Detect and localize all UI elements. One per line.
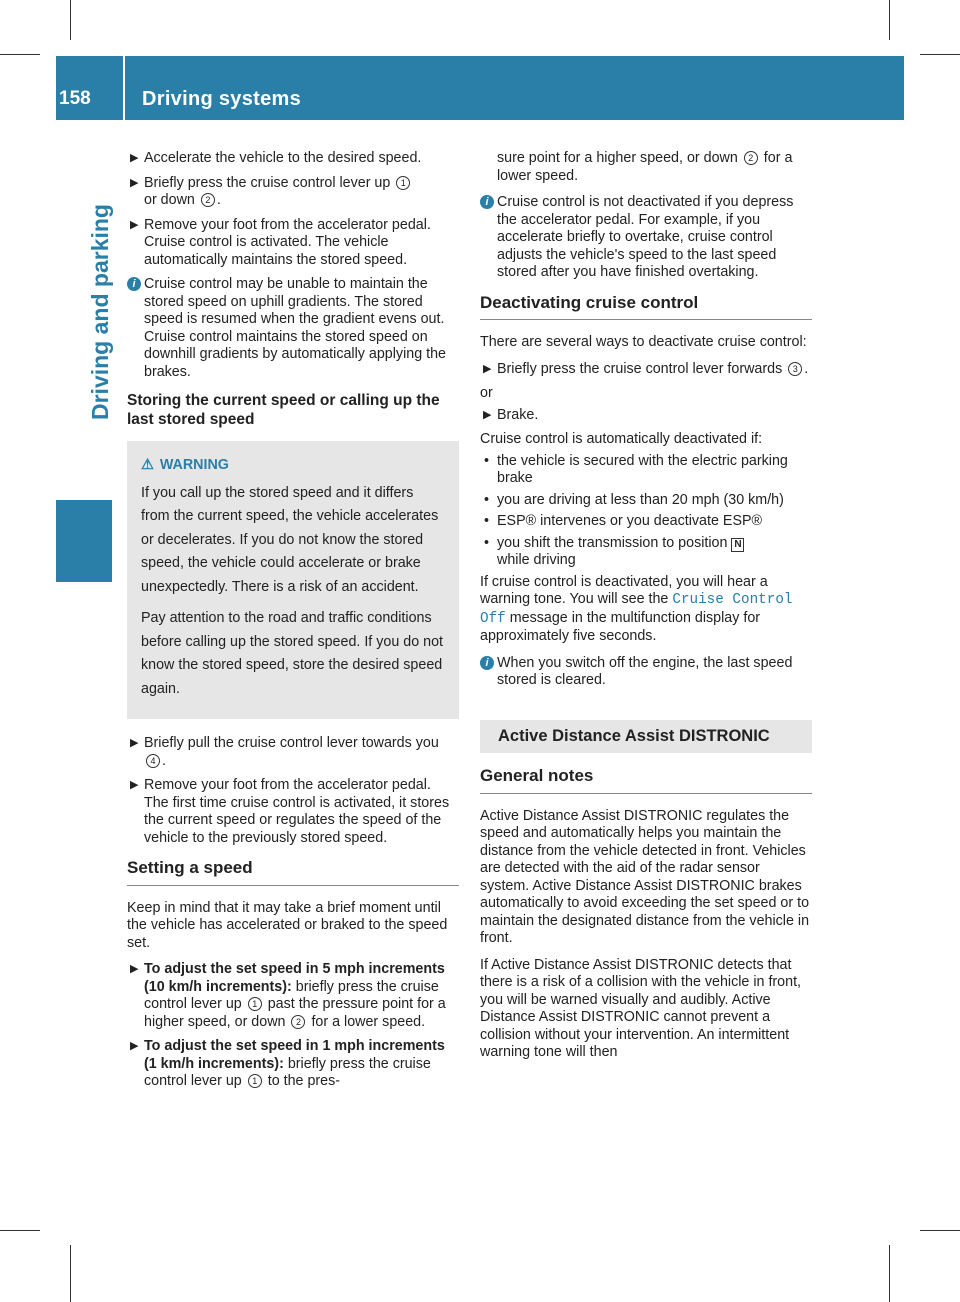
info-icon: i <box>480 195 494 209</box>
warning-triangle-icon: ⚠ <box>141 457 154 473</box>
paragraph: If cruise control is deactivated, you will hear a warning tone. You will see the Cruise Control Off message in the multifunction display for approximately five seconds. <box>480 573 793 644</box>
arrow-right-icon: ▶ <box>130 176 139 189</box>
arrow-right-icon: ▶ <box>130 963 139 975</box>
section-heading: General notes <box>480 767 812 794</box>
ref-2: 2 <box>744 151 758 165</box>
arrow-right-icon: ▶ <box>130 779 139 791</box>
page-title: Driving systems <box>142 88 302 110</box>
section-title-box: Active Distance Assist DISTRONIC <box>480 720 812 754</box>
step: ▶ Briefly pull the cruise control lever towards you 4 . <box>130 735 439 769</box>
paragraph: Active Distance Assist DISTRONIC regulates the speed and automatically helps you maintain the distance from the vehicle detected in front. Vehicles are detected with the aid of the radar sensor system. Active Distance Assist DISTRONIC brakes automatically to avoid exceeding the set speed or to maintain the designated distance from the vehicle in front. <box>480 807 810 946</box>
arrow-right-icon: ▶ <box>483 408 492 421</box>
paragraph: If Active Distance Assist DISTRONIC detects that there is a risk of a collision with the vehicle in front, you will be warned visually and audibly. Active Distance Assist DISTRONIC cannot prevent a collision without your intervention. An intermittent warning tone will then <box>480 956 802 1060</box>
side-tab-label: Driving and parking <box>87 204 113 420</box>
warning-title: ⚠ WARNING <box>141 454 445 478</box>
list-item: • you are driving at less than 20 mph (30 km/h) <box>484 491 784 508</box>
step: ▶ Remove your foot from the accelerator pedal. Cruise control is activated. The vehicle automatically maintains the stored speed. <box>130 216 431 268</box>
crop-mark <box>889 1245 890 1302</box>
step: ▶ Remove your foot from the accelerator pedal. The first time cruise control is activated, it stores the current speed or regulates the speed of the vehicle to the previously stored speed. <box>130 777 450 846</box>
ref-4: 4 <box>146 754 160 768</box>
step: ▶ Briefly press the cruise control lever forwards 3 . <box>483 360 809 377</box>
crop-mark <box>0 54 40 55</box>
section-heading: Deactivating cruise control <box>480 294 812 321</box>
paragraph: sure point for a higher speed, or down 2 for a lower speed. <box>497 150 793 184</box>
info-note: i Cruise control may be unable to maintain the stored speed on uphill gradients. The stored speed is resumed when the gradient evens out. Cruise control maintains the stored speed on downhill gradients by automatically applying the brakes. <box>127 276 459 381</box>
step: ▶ To adjust the set speed in 5 mph increments (10 km/h increments): briefly press the cruise control lever up 1 past the pressure point for a higher speed, or down 2 for a lower speed. <box>130 961 446 1030</box>
ref-2: 2 <box>201 193 215 207</box>
ref-2: 2 <box>291 1015 305 1029</box>
crop-mark <box>889 0 890 40</box>
warning-text: Pay attention to the road and traffic conditions before calling up the stored speed. If you do not know the stored speed, store the desired speed again. <box>141 610 444 697</box>
arrow-right-icon: ▶ <box>483 362 492 375</box>
crop-mark <box>920 1230 960 1231</box>
arrow-right-icon: ▶ <box>130 218 139 231</box>
header-divider <box>123 56 125 120</box>
crop-mark <box>920 54 960 55</box>
warning-box <box>127 441 459 719</box>
page-number: 158 <box>59 88 91 109</box>
gear-n-symbol: N <box>731 538 744 552</box>
ref-1: 1 <box>248 1074 262 1088</box>
ref-1: 1 <box>248 997 262 1011</box>
arrow-right-icon: ▶ <box>130 152 139 164</box>
crop-mark <box>0 1230 40 1231</box>
step: ▶ Accelerate the vehicle to the desired speed. <box>130 150 422 166</box>
right-column <box>480 150 812 1071</box>
info-icon: i <box>127 277 141 291</box>
ref-1: 1 <box>396 176 410 190</box>
section-heading: Setting a speed <box>127 859 459 886</box>
step: ▶ Briefly press the cruise control lever up 1 or down 2 . <box>127 175 459 210</box>
paragraph: There are several ways to deactivate cruise control: <box>480 334 807 350</box>
side-tab-marker <box>56 500 112 582</box>
crop-mark <box>70 1245 71 1302</box>
warning-text: If you call up the stored speed and it differs from the current speed, the vehicle accelerates or decelerates. If you do not know the stored speed, the vehicle could accelerate or brake unexpectedly. There is a risk of an accident. <box>141 484 439 595</box>
ref-3: 3 <box>788 362 802 376</box>
paragraph: Cruise control is automatically deactivated if: <box>480 431 763 447</box>
info-note: i Cruise control is not deactivated if you depress the accelerator pedal. For example, if you accelerate briefly to overtake, cruise control adjusts the vehicle's speed to the last speed stored after you have finished overtaking. <box>480 194 812 282</box>
list-item: • ESP® intervenes or you deactivate ESP® <box>484 513 763 529</box>
paragraph: Keep in mind that it may take a brief moment until the vehicle has accelerated or braked to the speed set. <box>127 899 448 951</box>
arrow-right-icon: ▶ <box>130 737 139 749</box>
list-item: • the vehicle is secured with the electric parking brake <box>484 452 788 486</box>
list-item: • you shift the transmission to position N while driving <box>480 535 812 570</box>
crop-mark <box>70 0 71 40</box>
step: ▶ To adjust the set speed in 1 mph increments (1 km/h increments): briefly press the cruise control lever up 1 to the pres- <box>130 1038 445 1089</box>
display-message: Cruise Control Off <box>480 592 793 627</box>
step: ▶ Brake. <box>483 406 539 423</box>
arrow-right-icon: ▶ <box>130 1040 139 1052</box>
left-column <box>127 150 459 1098</box>
paragraph: or <box>480 385 493 401</box>
info-note: i When you switch off the engine, the last speed stored is cleared. <box>480 655 812 690</box>
section-heading: Storing the current speed or calling up the last stored speed <box>127 392 440 428</box>
info-icon: i <box>480 656 494 670</box>
